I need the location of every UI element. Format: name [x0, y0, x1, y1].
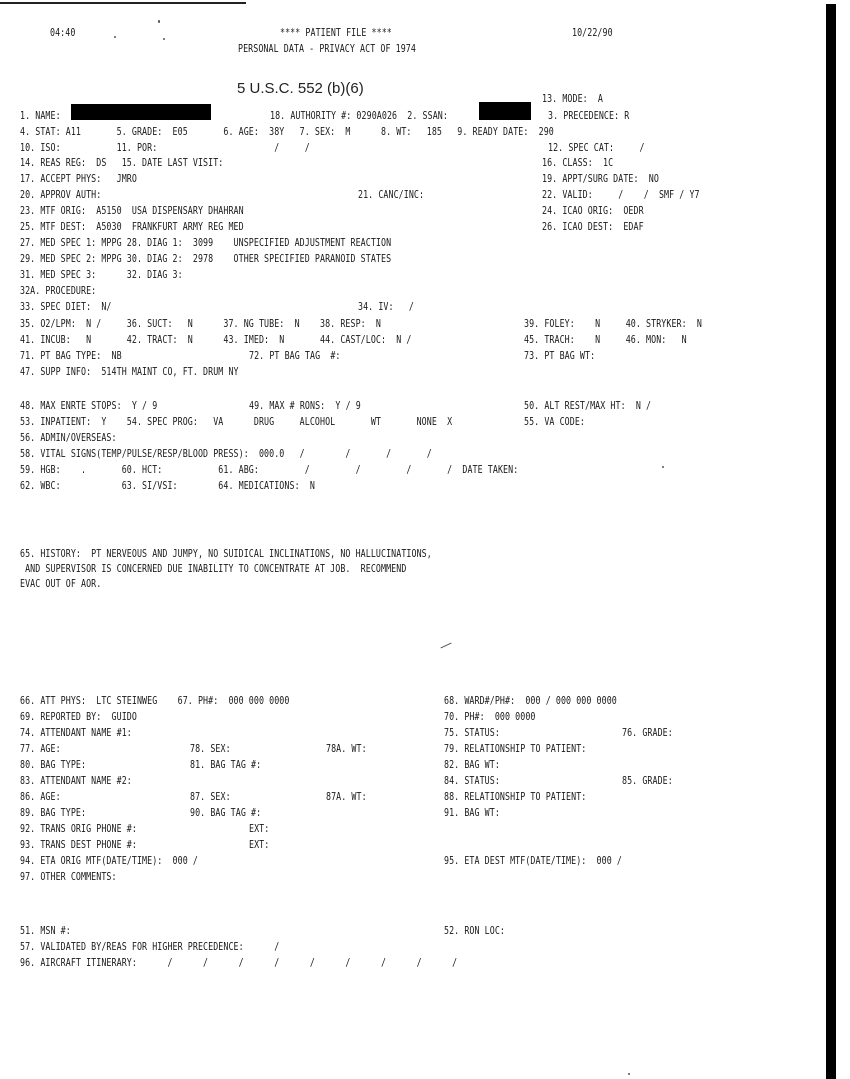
form-line-30-seg-1: 81. BAG TAG #:	[190, 759, 262, 771]
scan-speck	[158, 20, 160, 23]
form-line-2-seg-1: 12. SPEC CAT: /	[548, 142, 645, 154]
form-line-7-seg-0: 25. MTF DEST: A5030 FRANKFURT ARMY REG MED	[20, 221, 244, 233]
form-line-4-seg-1: 19. APPT/SURG DATE: NO	[542, 173, 659, 185]
scan-speck	[114, 36, 116, 38]
form-line-15-seg-1: 72. PT BAG TAG #:	[249, 350, 341, 362]
form-line-1-seg-0: 4. STAT: A11 5. GRADE: E05 6. AGE: 38Y 7. SEX: M 8. WT: 185 9. READY DATE: 290	[20, 126, 554, 138]
form-line-11-seg-0: 32A. PROCEDURE:	[20, 285, 97, 297]
form-line-35-seg-1: EXT:	[249, 839, 270, 851]
form-line-35-seg-0: 93. TRANS DEST PHONE #:	[20, 839, 137, 851]
top-border-line	[0, 2, 246, 4]
form-line-21-seg-0: 59. HGB: . 60. HCT: 61. ABG: / / / / DATE TAKEN:	[20, 464, 519, 476]
form-line-34-seg-1: EXT:	[249, 823, 270, 835]
form-line-31-seg-0: 83. ATTENDANT NAME #2:	[20, 775, 132, 787]
form-line-36-seg-1: 95. ETA DEST MTF(DATE/TIME): 000 /	[444, 855, 622, 867]
form-line-5-seg-2: 22. VALID: / / SMF / Y7	[542, 189, 700, 201]
form-line-14-seg-0: 41. INCUB: N 42. TRACT: N 43. IMED: N 44. CAST/LOC: N /	[20, 334, 412, 346]
form-line-31-seg-2: 85. GRADE:	[622, 775, 673, 787]
scan-edge-bar	[826, 4, 836, 1079]
scan-speck	[163, 38, 165, 40]
form-line-5-seg-0: 20. APPROV AUTH:	[20, 189, 102, 201]
form-line-33-seg-0: 89. BAG TYPE:	[20, 807, 87, 819]
form-line-10-seg-0: 31. MED SPEC 3: 32. DIAG 3:	[20, 269, 183, 281]
form-line-30-seg-2: 82. BAG WT:	[444, 759, 500, 771]
form-line-26-seg-0: 66. ATT PHYS: LTC STEINWEG 67. PH#: 000 000 0000	[20, 695, 290, 707]
form-line-25-seg-0: EVAC OUT OF AOR.	[20, 578, 102, 590]
form-line-15-seg-0: 71. PT BAG TYPE: NB	[20, 350, 122, 362]
form-line-18-seg-0: 53. INPATIENT: Y 54. SPEC PROG: VA DRUG ALCOHOL WT NONE X	[20, 416, 453, 428]
form-line-22-seg-0: 62. WBC: 63. SI/VSI: 64. MEDICATIONS: N	[20, 480, 315, 492]
form-line-18-seg-1: 55. VA CODE:	[524, 416, 586, 428]
field-13-mode: 13. MODE: A	[542, 93, 604, 105]
form-line-28-seg-0: 74. ATTENDANT NAME #1:	[20, 727, 132, 739]
form-line-30-seg-0: 80. BAG TYPE:	[20, 759, 87, 771]
form-line-38-seg-0: 51. MSN #:	[20, 925, 71, 937]
form-line-31-seg-1: 84. STATUS:	[444, 775, 500, 787]
form-line-6-seg-1: 24. ICAO ORIG: OEDR	[542, 205, 644, 217]
form-line-29-seg-2: 78A. WT:	[326, 743, 367, 755]
form-line-27-seg-0: 69. REPORTED BY: GUIDO	[20, 711, 137, 723]
scan-speck	[662, 466, 664, 468]
form-line-12-seg-0: 33. SPEC DIET: N/	[20, 301, 112, 313]
form-line-23-seg-0: 65. HISTORY: PT NERVEOUS AND JUMPY, NO SUIDICAL INCLINATIONS, NO HALLUCINATIONS,	[20, 548, 432, 560]
form-line-27-seg-1: 70. PH#: 000 0000	[444, 711, 536, 723]
form-line-32-seg-2: 87A. WT:	[326, 791, 367, 803]
redaction-ssan	[479, 102, 531, 120]
form-line-17-seg-0: 48. MAX ENRTE STOPS: Y / 9	[20, 400, 158, 412]
form-line-15-seg-2: 73. PT BAG WT:	[524, 350, 596, 362]
form-line-6-seg-0: 23. MTF ORIG: A5150 USA DISPENSARY DHAHRAN	[20, 205, 244, 217]
form-line-33-seg-1: 90. BAG TAG #:	[190, 807, 262, 819]
header-date: 10/22/90	[572, 27, 613, 39]
form-line-29-seg-3: 79. RELATIONSHIP TO PATIENT:	[444, 743, 587, 755]
scan-speck	[628, 1073, 630, 1075]
form-line-33-seg-2: 91. BAG WT:	[444, 807, 500, 819]
form-line-37-seg-0: 97. OTHER COMMENTS:	[20, 871, 117, 883]
form-line-20-seg-0: 58. VITAL SIGNS(TEMP/PULSE/RESP/BLOOD PRESS): 000.0 / / / /	[20, 448, 432, 460]
form-line-26-seg-1: 68. WARD#/PH#: 000 / 000 000 0000	[444, 695, 617, 707]
form-line-9-seg-0: 29. MED SPEC 2: MPPG 30. DIAG 2: 2978 OTHER SPECIFIED PARANOID STATES	[20, 253, 392, 265]
form-line-40-seg-0: 96. AIRCRAFT ITINERARY: / / / / / / / / /	[20, 957, 458, 969]
form-line-0-seg-2: 3. PRECEDENCE: R	[548, 110, 630, 122]
form-line-4-seg-0: 17. ACCEPT PHYS: JMRO	[20, 173, 137, 185]
form-line-16-seg-0: 47. SUPP INFO: 514TH MAINT CO, FT. DRUM NY	[20, 366, 239, 378]
form-line-19-seg-0: 56. ADMIN/OVERSEAS:	[20, 432, 117, 444]
form-line-12-seg-1: 34. IV: /	[358, 301, 414, 313]
form-line-29-seg-1: 78. SEX:	[190, 743, 231, 755]
form-line-14-seg-1: 45. TRACH: N 46. MON: N	[524, 334, 687, 346]
form-line-38-seg-1: 52. RON LOC:	[444, 925, 506, 937]
form-line-28-seg-1: 75. STATUS:	[444, 727, 500, 739]
form-line-7-seg-1: 26. ICAO DEST: EDAF	[542, 221, 644, 233]
form-line-24-seg-0: AND SUPERVISOR IS CONCERNED DUE INABILITY TO CONCENTRATE AT JOB. RECOMMEND	[20, 563, 407, 575]
form-line-17-seg-1: 49. MAX # RONS: Y / 9	[249, 400, 361, 412]
form-line-5-seg-1: 21. CANC/INC:	[358, 189, 425, 201]
form-line-13-seg-1: 39. FOLEY: N 40. STRYKER: N	[524, 318, 702, 330]
header-time: 04:40	[50, 27, 76, 39]
header-subtitle: PERSONAL DATA - PRIVACY ACT OF 1974	[238, 43, 416, 55]
form-line-2-seg-0: 10. ISO: 11. POR: / /	[20, 142, 310, 154]
form-line-13-seg-0: 35. O2/LPM: N / 36. SUCT: N 37. NG TUBE: N 38. RESP: N	[20, 318, 382, 330]
form-line-36-seg-0: 94. ETA ORIG MTF(DATE/TIME): 000 /	[20, 855, 198, 867]
form-line-17-seg-2: 50. ALT REST/MAX HT: N /	[524, 400, 652, 412]
redaction-name	[71, 104, 211, 120]
form-line-3-seg-1: 16. CLASS: 1C	[542, 157, 614, 169]
form-line-0-seg-1: 18. AUTHORITY #: 0290A026 2. SSAN:	[270, 110, 448, 122]
form-line-32-seg-0: 86. AGE:	[20, 791, 61, 803]
form-line-28-seg-2: 76. GRADE:	[622, 727, 673, 739]
form-line-39-seg-0: 57. VALIDATED BY/REAS FOR HIGHER PRECEDENCE: /	[20, 941, 280, 953]
form-line-32-seg-1: 87. SEX:	[190, 791, 231, 803]
form-line-0-seg-0: 1. NAME:	[20, 110, 61, 122]
form-line-8-seg-0: 27. MED SPEC 1: MPPG 28. DIAG 1: 3099 UNSPECIFIED ADJUSTMENT REACTION	[20, 237, 392, 249]
form-line-32-seg-3: 88. RELATIONSHIP TO PATIENT:	[444, 791, 587, 803]
form-line-3-seg-0: 14. REAS REG: DS 15. DATE LAST VISIT:	[20, 157, 224, 169]
form-line-34-seg-0: 92. TRANS ORIG PHONE #:	[20, 823, 137, 835]
foia-exemption-stamp: 5 U.S.C. 552 (b)(6)	[237, 80, 364, 97]
form-line-29-seg-0: 77. AGE:	[20, 743, 61, 755]
header-title: **** PATIENT FILE ****	[280, 27, 392, 39]
scan-speck	[440, 643, 451, 649]
